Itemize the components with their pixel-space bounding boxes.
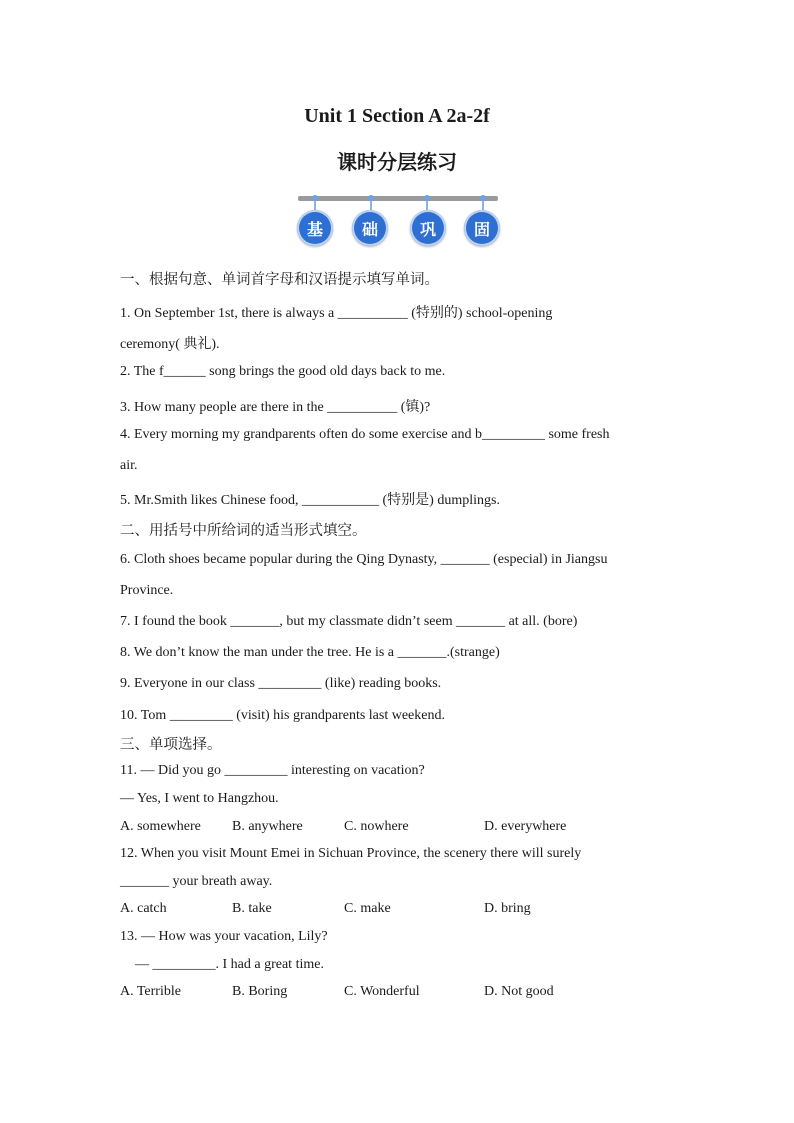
- question-11-options: [120, 819, 680, 839]
- question-7: 7. I found the book _______, but my classmate didn’t seem _______ at all. (bore): [120, 614, 578, 629]
- option-d: D. bring: [484, 901, 531, 916]
- banner-dot: [424, 195, 430, 201]
- option-c: C. make: [344, 901, 391, 916]
- question-13-answer: — _________. I had a great time.: [135, 957, 324, 972]
- option-c: C. Wonderful: [344, 984, 420, 999]
- banner-dot: [368, 195, 374, 201]
- section-banner: [298, 193, 500, 253]
- question-9: 9. Everyone in our class _________ (like) reading books.: [120, 676, 442, 691]
- question-2: 2. The f______ song brings the good old days back to me.: [120, 364, 446, 379]
- page-subtitle: 课时分层练习: [337, 150, 457, 174]
- question-4: 4. Every morning my grandparents often do some exercise and b_________ some fresh: [120, 427, 610, 442]
- question-13-options: [120, 984, 680, 1004]
- question-6-continued: Province.: [120, 583, 174, 598]
- option-b: B. anywhere: [232, 819, 303, 834]
- question-12-continued: _______ your breath away.: [120, 874, 273, 889]
- option-b: B. take: [232, 901, 272, 916]
- option-d: D. everywhere: [484, 819, 567, 834]
- question-1-continued: ceremony( 典礼).: [120, 337, 220, 352]
- question-13: 13. — How was your vacation, Lily?: [120, 929, 328, 944]
- banner-char: 基: [297, 210, 333, 246]
- page-title: Unit 1 Section A 2a-2f: [304, 105, 490, 127]
- banner-char: 巩: [410, 210, 446, 246]
- question-6: 6. Cloth shoes became popular during the Qing Dynasty, _______ (especial) in Jiangsu: [120, 552, 608, 567]
- question-4-continued: air.: [120, 458, 138, 473]
- option-c: C. nowhere: [344, 819, 409, 834]
- question-3: 3. How many people are there in the __________ (镇)?: [120, 400, 431, 415]
- banner-char: 固: [464, 210, 500, 246]
- banner-dot: [480, 195, 486, 201]
- banner-rail: [298, 196, 498, 201]
- option-a: A. catch: [120, 901, 167, 916]
- question-12-options: [120, 901, 680, 921]
- question-12: 12. When you visit Mount Emei in Sichuan Province, the scenery there will surely: [120, 846, 582, 861]
- question-11-answer: — Yes, I went to Hangzhou.: [120, 791, 279, 806]
- question-8: 8. We don’t know the man under the tree. He is a _______.(strange): [120, 645, 500, 660]
- section1-heading: 一、根据句意、单词首字母和汉语提示填写单词。: [120, 272, 439, 288]
- question-1: 1. On September 1st, there is always a __________ (特别的) school-opening: [120, 306, 553, 321]
- banner-char: 础: [352, 210, 388, 246]
- option-a: A. somewhere: [120, 819, 201, 834]
- section2-heading: 二、用括号中所给词的适当形式填空。: [120, 523, 367, 539]
- question-11: 11. — Did you go _________ interesting on vacation?: [120, 763, 425, 778]
- question-10: 10. Tom _________ (visit) his grandparents last weekend.: [120, 708, 445, 723]
- option-a: A. Terrible: [120, 984, 181, 999]
- option-d: D. Not good: [484, 984, 554, 999]
- option-b: B. Boring: [232, 984, 288, 999]
- question-5: 5. Mr.Smith likes Chinese food, ___________ (特别是) dumplings.: [120, 493, 500, 508]
- banner-dot: [312, 195, 318, 201]
- section3-heading: 三、单项选择。: [120, 737, 222, 753]
